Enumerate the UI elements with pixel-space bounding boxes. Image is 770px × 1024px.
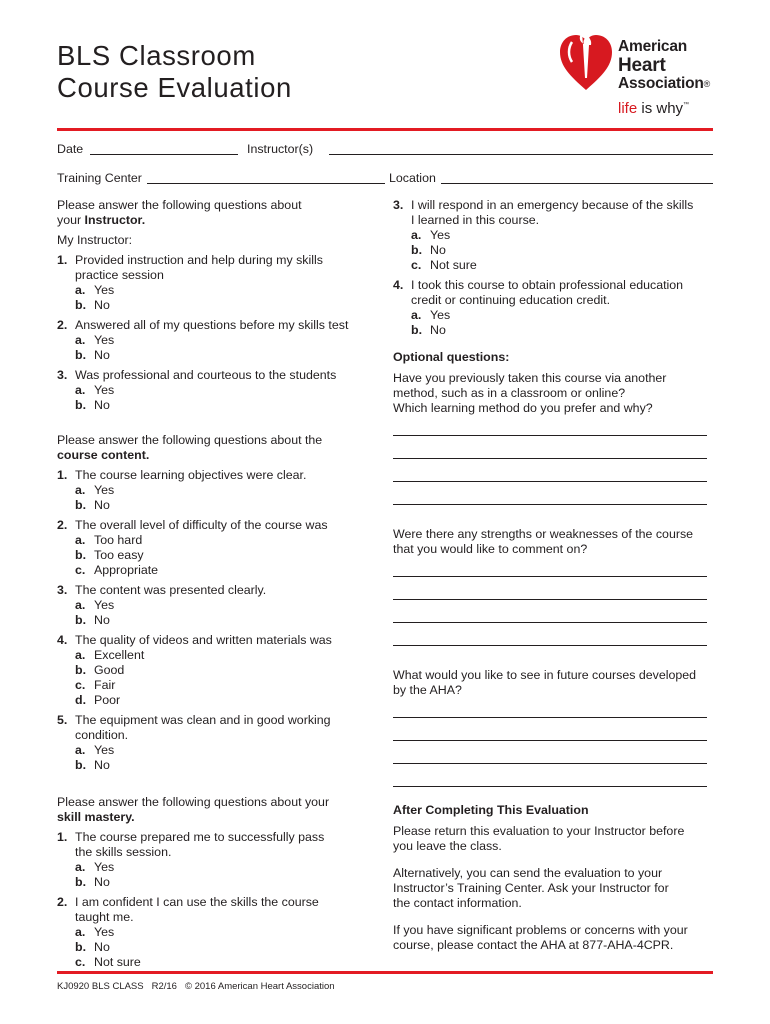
option-text: No — [430, 323, 446, 337]
option-text: No — [94, 613, 110, 627]
field-row-date — [57, 142, 713, 160]
question-number: 2. — [57, 318, 68, 332]
option-text: Yes — [94, 598, 115, 612]
skill-intro — [57, 795, 375, 825]
option-text: Not sure — [430, 258, 477, 272]
after-heading — [393, 803, 711, 818]
question-number: 1. — [57, 468, 68, 482]
option-letter: c. — [75, 678, 86, 692]
option-no[interactable] — [75, 758, 375, 773]
option-no[interactable] — [75, 940, 375, 955]
skill-question-3 — [393, 198, 711, 228]
content-q4-options — [75, 648, 375, 708]
optional-q1-line: Which learning method do you prefer and why? — [393, 401, 653, 415]
instructor-q2-options — [75, 333, 375, 363]
title-line-1: BLS Classroom — [57, 40, 256, 71]
option-letter: a. — [75, 383, 86, 397]
option-letter: a. — [75, 648, 86, 662]
question-number: 1. — [57, 830, 68, 844]
option-text: No — [94, 398, 110, 412]
option-letter: b. — [411, 323, 423, 337]
question-number: 3. — [393, 198, 404, 212]
content-q5-options — [75, 743, 375, 773]
option-letter: a. — [75, 533, 86, 547]
content-q2-options — [75, 533, 375, 578]
question-text: The overall level of difficulty of the course was — [75, 518, 328, 532]
option-letter: b. — [75, 348, 87, 362]
option-letter: b. — [75, 758, 87, 772]
right-column — [393, 198, 711, 953]
footer-copyright: © 2016 American Heart Association — [184, 981, 335, 992]
question-text: Answered all of my questions before my skills test — [75, 318, 349, 332]
optional-heading-text: Optional questions: — [393, 350, 510, 364]
option-letter: c. — [75, 563, 86, 577]
option-text: No — [94, 298, 110, 312]
question-text-cont: I learned in this course. — [411, 213, 540, 227]
content-question-5 — [57, 713, 375, 743]
content-intro — [57, 433, 375, 463]
content-q3-options — [75, 598, 375, 628]
option-letter: a. — [75, 483, 86, 497]
question-number: 2. — [57, 895, 68, 909]
content-question-3 — [57, 583, 375, 598]
trademark-mark: ™ — [683, 102, 690, 108]
skill-intro-text: Please answer the following questions about your — [57, 795, 330, 809]
option-no[interactable] — [75, 398, 375, 413]
optional-q2-line: that you would like to comment on? — [393, 542, 588, 556]
logo-line-3-text: Association — [618, 75, 704, 92]
after-p3-line: course, please contact the AHA at 877-AHA-4CPR. — [393, 938, 674, 952]
option-text: No — [94, 498, 110, 512]
date-label: Date — [57, 142, 84, 156]
question-text-cont: practice session — [75, 268, 164, 282]
training-center-field[interactable] — [147, 183, 385, 184]
optional-q2 — [393, 527, 711, 557]
after-p3-line: If you have significant problems or concerns with your — [393, 923, 688, 937]
option-letter: a. — [75, 283, 86, 297]
option-text: Yes — [430, 308, 451, 322]
instructor-question-3 — [57, 368, 375, 383]
skill-q1-options — [75, 860, 375, 890]
question-number: 3. — [57, 583, 68, 597]
option-text: Yes — [94, 383, 115, 397]
skill-question-2 — [57, 895, 375, 925]
instructor-question-1 — [57, 253, 375, 283]
training-center-label: Training Center — [57, 171, 142, 185]
question-text-cont: condition. — [75, 728, 129, 742]
question-text: I am confident I can use the skills the course — [75, 895, 319, 909]
option-text: No — [94, 758, 110, 772]
question-number: 4. — [393, 278, 404, 292]
option-text: Fair — [94, 678, 116, 692]
tagline-life: life — [618, 100, 638, 117]
option-excellent[interactable] — [75, 648, 375, 663]
content-intro-bold: course content. — [57, 448, 150, 462]
option-text: Good — [94, 663, 125, 677]
option-yes[interactable] — [75, 383, 375, 398]
option-letter: c. — [411, 258, 422, 272]
option-yes[interactable] — [75, 283, 375, 298]
optional-q3-line: What would you like to see in future courses developed — [393, 668, 697, 682]
optional-heading — [393, 350, 711, 365]
question-number: 4. — [57, 633, 68, 647]
instructor-q1-options — [75, 283, 375, 313]
option-text: Yes — [94, 283, 115, 297]
instructor-question-2 — [57, 318, 375, 333]
option-no[interactable] — [75, 298, 375, 313]
skill-q3-options — [411, 228, 711, 273]
question-text: The course prepared me to successfully pass — [75, 830, 325, 844]
question-text-cont: credit or continuing education credit. — [411, 293, 611, 307]
option-text: Too hard — [94, 533, 143, 547]
aha-logo — [558, 30, 718, 125]
option-text: Yes — [94, 483, 115, 497]
option-letter: a. — [75, 925, 86, 939]
question-number: 5. — [57, 713, 68, 727]
option-text: No — [94, 348, 110, 362]
option-poor[interactable] — [75, 693, 375, 708]
after-p2-line: the contact information. — [393, 896, 522, 910]
option-no[interactable] — [75, 348, 375, 363]
after-heading-text: After Completing This Evaluation — [393, 803, 589, 817]
after-p2-line: Alternatively, you can send the evaluation to your — [393, 866, 663, 880]
logo-line-3 — [618, 75, 710, 93]
instructors-label: Instructor(s) — [247, 142, 314, 156]
tagline — [618, 100, 689, 117]
question-text: The course learning objectives were clear. — [75, 468, 307, 482]
instructor-intro-prefix: your — [57, 213, 85, 227]
option-no[interactable] — [75, 613, 375, 628]
option-yes[interactable] — [411, 308, 711, 323]
option-no[interactable] — [75, 498, 375, 513]
option-letter: a. — [75, 333, 86, 347]
option-text: Excellent — [94, 648, 145, 662]
instructor-intro — [57, 198, 375, 228]
field-row-center — [57, 171, 713, 189]
content-question-4 — [57, 633, 375, 648]
date-field[interactable] — [90, 154, 238, 155]
question-text: The content was presented clearly. — [75, 583, 267, 597]
option-text: Yes — [94, 860, 115, 874]
option-letter: c. — [75, 955, 86, 969]
option-yes[interactable] — [75, 925, 375, 940]
option-yes[interactable] — [75, 743, 375, 758]
footer-code: KJ0920 BLS CLASS — [57, 981, 144, 992]
optional-q1-line: Have you previously taken this course via another — [393, 371, 667, 385]
option-letter: b. — [75, 663, 87, 677]
after-p2-line: Instructor’s Training Center. Ask your Instructor for — [393, 881, 669, 895]
registered-mark: ® — [703, 79, 711, 89]
option-text: Yes — [94, 925, 115, 939]
logo-wordmark — [618, 38, 710, 93]
skill-intro-bold: skill mastery. — [57, 810, 135, 824]
footer-rev: R2/16 — [151, 981, 177, 992]
question-number: 3. — [57, 368, 68, 382]
skill-q2-options — [75, 925, 375, 970]
option-letter: a. — [75, 860, 86, 874]
option-text: Appropriate — [94, 563, 159, 577]
option-good[interactable] — [75, 663, 375, 678]
option-letter: a. — [75, 743, 86, 757]
after-p1-line: Please return this evaluation to your Instructor before — [393, 824, 685, 838]
question-text: Provided instruction and help during my skills — [75, 253, 323, 267]
option-letter: b. — [75, 398, 87, 412]
option-letter: d. — [75, 693, 87, 707]
instructor-intro-text: Please answer the following questions about — [57, 198, 302, 212]
option-text: No — [94, 940, 110, 954]
content-question-1 — [57, 468, 375, 483]
skill-q4-options — [411, 308, 711, 338]
option-fair[interactable] — [75, 678, 375, 693]
question-text: I will respond in an emergency because of the skills — [411, 198, 694, 212]
option-text: Yes — [94, 333, 115, 347]
option-letter: a. — [75, 598, 86, 612]
my-instructor-label: My Instructor: — [57, 233, 133, 247]
option-text: Yes — [430, 228, 451, 242]
content-q1-options — [75, 483, 375, 513]
after-paragraph-3 — [393, 923, 711, 953]
question-text: The equipment was clean and in good working — [75, 713, 331, 727]
option-appropriate[interactable] — [75, 563, 375, 578]
question-text: Was professional and courteous to the students — [75, 368, 337, 382]
option-letter: a. — [411, 228, 422, 242]
location-label: Location — [389, 171, 436, 185]
option-too-hard[interactable] — [75, 533, 375, 548]
question-number: 2. — [57, 518, 68, 532]
header-divider — [57, 128, 713, 131]
option-yes[interactable] — [75, 333, 375, 348]
option-text: Yes — [94, 743, 115, 757]
question-text-cont: taught me. — [75, 910, 134, 924]
question-text: The quality of videos and written materials was — [75, 633, 332, 647]
optional-q1 — [393, 371, 711, 416]
logo-line-2: Heart — [618, 55, 666, 76]
optional-q3 — [393, 668, 711, 698]
skill-question-4 — [393, 278, 711, 308]
page-title — [57, 40, 292, 104]
option-text: No — [430, 243, 446, 257]
option-no[interactable] — [75, 875, 375, 890]
location-field[interactable] — [441, 183, 713, 184]
option-text: Poor — [94, 693, 121, 707]
skill-question-1 — [57, 830, 375, 860]
option-not-sure[interactable] — [75, 955, 375, 970]
option-no[interactable] — [411, 323, 711, 338]
option-letter: b. — [75, 498, 87, 512]
option-yes[interactable] — [75, 598, 375, 613]
option-text: No — [94, 875, 110, 889]
option-no[interactable] — [411, 243, 711, 258]
instructor-q3-options — [75, 383, 375, 413]
option-letter: b. — [411, 243, 423, 257]
option-letter: b. — [75, 875, 87, 889]
option-too-easy[interactable] — [75, 548, 375, 563]
option-text: Too easy — [94, 548, 144, 562]
after-p1-line: you leave the class. — [393, 839, 502, 853]
footer-divider — [57, 971, 713, 974]
instructor-intro-bold: Instructor. — [84, 213, 146, 227]
after-paragraph-2 — [393, 866, 711, 911]
content-intro-text: Please answer the following questions about the — [57, 433, 323, 447]
heart-torch-icon — [558, 30, 614, 92]
question-text: I took this course to obtain professional education — [411, 278, 684, 292]
after-paragraph-1 — [393, 824, 711, 854]
optional-q3-line: by the AHA? — [393, 683, 462, 697]
instructors-field[interactable] — [329, 154, 713, 155]
option-letter: a. — [411, 308, 422, 322]
title-line-2: Course Evaluation — [57, 72, 292, 103]
option-yes[interactable] — [411, 228, 711, 243]
content-question-2 — [57, 518, 375, 533]
option-letter: b. — [75, 548, 87, 562]
footer — [57, 981, 343, 992]
option-not-sure[interactable] — [411, 258, 711, 273]
option-text: Not sure — [94, 955, 141, 969]
option-yes[interactable] — [75, 860, 375, 875]
question-text-cont: the skills session. — [75, 845, 172, 859]
optional-q2-line: Were there any strengths or weaknesses of the course — [393, 527, 694, 541]
option-yes[interactable] — [75, 483, 375, 498]
question-number: 1. — [57, 253, 68, 267]
option-letter: b. — [75, 613, 87, 627]
option-letter: b. — [75, 940, 87, 954]
optional-q1-line: method, such as in a classroom or online? — [393, 386, 626, 400]
tagline-rest: is why — [637, 100, 684, 117]
option-letter: b. — [75, 298, 87, 312]
left-column — [57, 198, 375, 970]
logo-line-1: American — [618, 38, 688, 55]
